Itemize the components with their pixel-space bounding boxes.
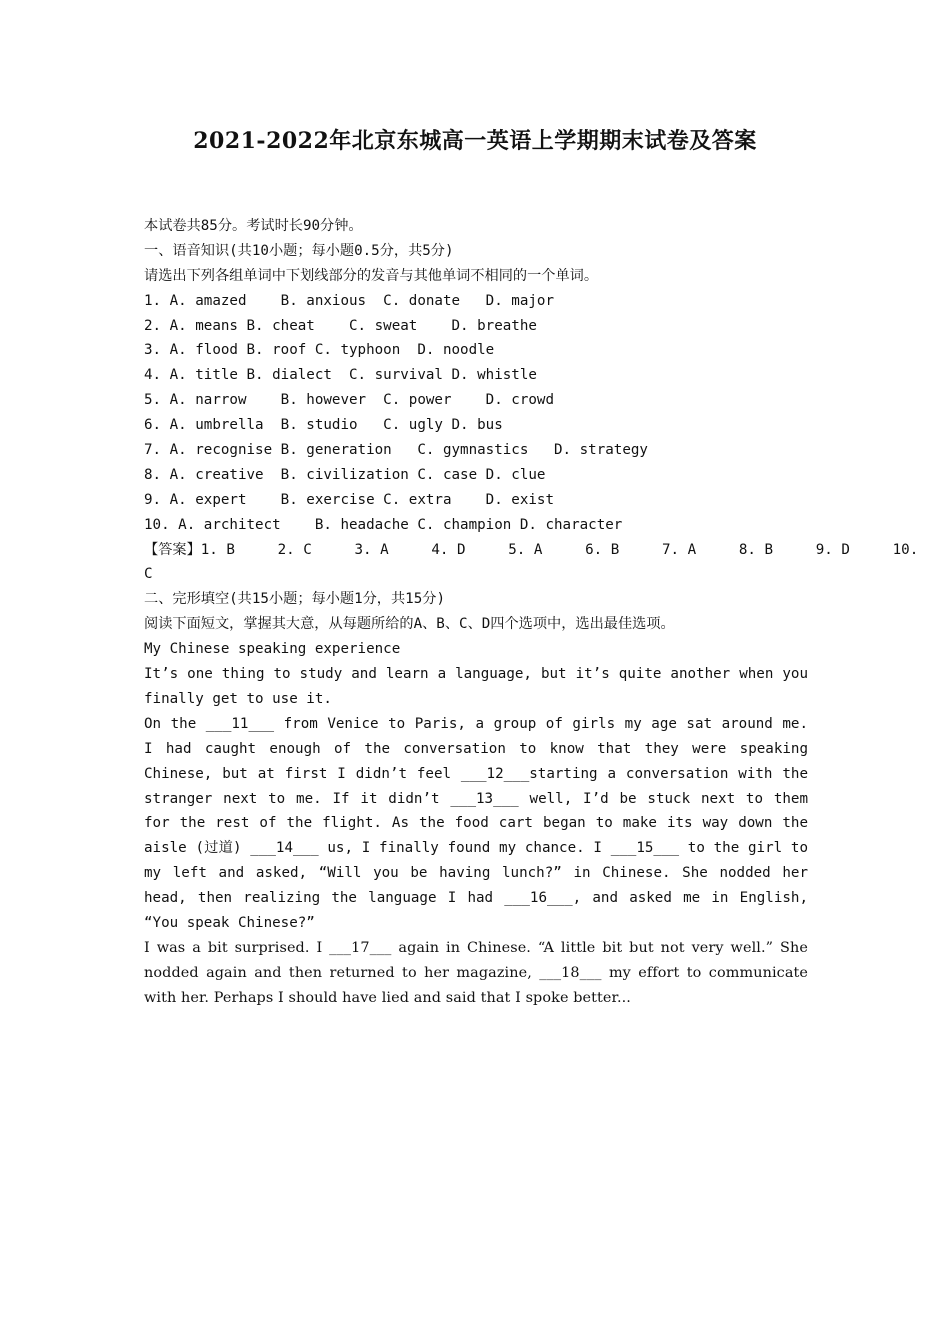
section1-heading: 一、语音知识(共10小题；每小题0.5分，共5分) [144, 242, 454, 259]
question-6: 6. A. umbrella B. studio C. ugly D. bus [144, 417, 503, 434]
exam-intro: 本试卷共85分。考试时长90分钟。 [144, 218, 363, 234]
answer-key-line: 【答案】1. B 2. C 3. A 4. D 5. A 6. B 7. A 8. B 9. D 10. [144, 541, 919, 558]
passage-paragraph-2: On the ___11___ from Venice to Paris, a group of girls my age sat around me. I had caught enough of the conversation to know that they were speaking Chinese, but at first I didn’t feel ___12___starting a conversation with the stranger next to me. If it didn’t ___13___ well, I’d be stuck next to them for the rest of the flight. As the food cart began to make its way down the aisle (过道) ___14___ us, I finally found my chance. I ___15___ to the girl to my left and asked, “Will you be having lunch?” in Chinese. She nodded her head, then realizing the language I had ___16___, and asked me in English, “You speak Chinese?” [144, 715, 808, 932]
section2-heading: 二、完形填空(共15小题；每小题1分，共15分) [144, 591, 445, 608]
section2-instruction: 阅读下面短文，掌握其大意，从每题所给的A、B、C、D四个选项中，选出最佳选项。 [144, 616, 675, 633]
question-9: 9. A. expert B. exercise C. extra D. exist [144, 491, 554, 508]
pronunciation-question-list [144, 289, 808, 538]
question-10: 10. A. architect B. headache C. champion D. character [144, 516, 623, 533]
passage-paragraph-3: I was a bit surprised. I ___17___ again in Chinese. “A little bit but not very well.” She nodded again and then returned to her magazine, ___18___ my effort to communicate with her. Perhaps I should have lied and said that I spoke better... [144, 940, 808, 1006]
document-title: 2021-2022年北京东城高一英语上学期期末试卷及答案 [193, 128, 757, 154]
passage-title: My Chinese speaking experience [144, 641, 401, 658]
question-8: 8. A. creative B. civilization C. case D. clue [144, 466, 546, 483]
question-1: 1. A. amazed B. anxious C. donate D. major [144, 292, 554, 309]
question-2: 2. A. means B. cheat C. sweat D. breathe [144, 317, 537, 334]
document-body [144, 214, 919, 1011]
question-3: 3. A. flood B. roof C. typhoon D. noodle [144, 342, 495, 359]
question-5: 5. A. narrow B. however C. power D. crowd [144, 392, 554, 409]
section1-instruction: 请选出下列各组单词中下划线部分的发音与其他单词不相同的一个单词。 [144, 267, 599, 284]
answer-key-continuation: C [144, 566, 153, 583]
passage-paragraph-1: It’s one thing to study and learn a language, but it’s quite another when you finally get to use it. [144, 666, 808, 707]
question-7: 7. A. recognise B. generation C. gymnastics D. strategy [144, 442, 648, 459]
question-4: 4. A. title B. dialect C. survival D. whistle [144, 367, 537, 384]
